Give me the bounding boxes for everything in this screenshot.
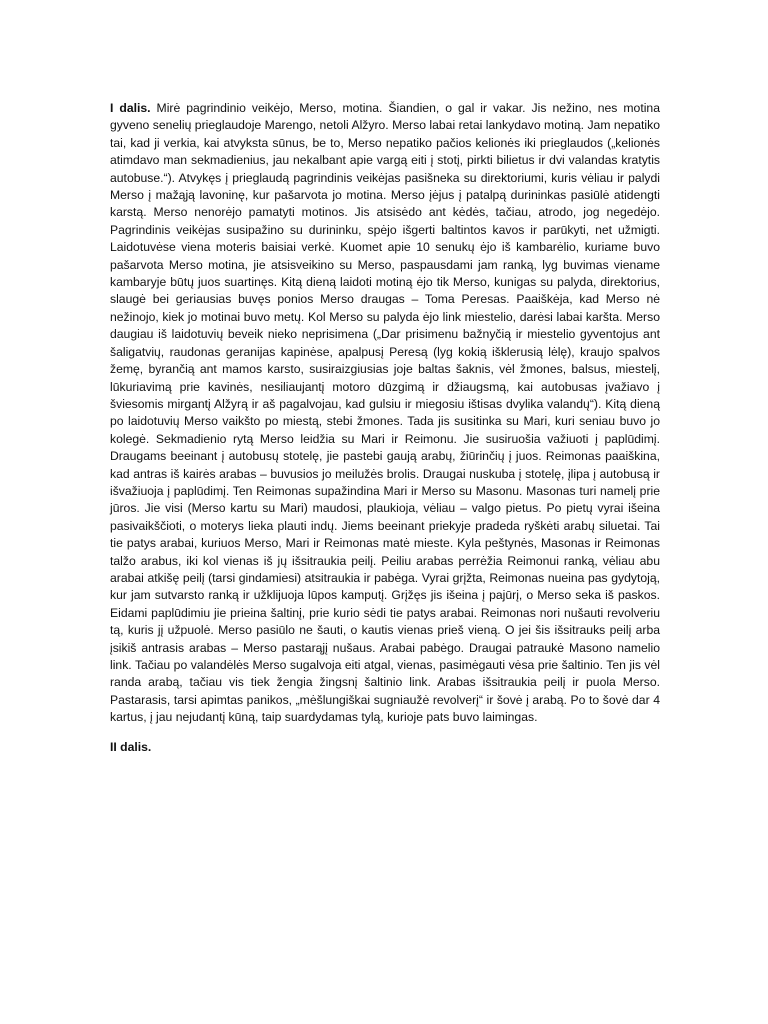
- part-1-heading: I dalis.: [110, 101, 157, 115]
- part-1-body: Mirė pagrindinio veikėjo, Merso, motina. Šiandien, o gal ir vakar. Jis nežino, nes motina gyveno senelių prieglaudoje Marengo, netoli Alžyro. Merso labai retai lankydavo motiną. Jam nepatiko tai, kad ji verkia, kai atvyksta sūnus, be to, Merso nepatiko pačios kelionės iki prieglaudos („kelionės atimdavo man sekmadienius, jau nekalbant apie vargą eiti į stotį, pirkti bilietus ir dvi valandas kratytis autobuse.“). Atvykęs į prieglaudą pagrindinis veikėjas pasišneka su direktoriumi, kuris vėliau ir palydi Merso į mažąją lavoninę, kur pašarvota jo motina. Merso įėjus į patalpą durininkas pasiūlė atidengti karstą. Merso nenorėjo pamatyti motinos. Jis atsisėdo ant kėdės, tačiau, atrodo, jog negedėjo. Pagrindinis veikėjas susipažino su durininku, spėjo išgerti baltintos kavos ir parūkyti, net užmigti. Laidotuvėse viena moteris baisiai verkė. Kuomet apie 10 senukų ėjo iš kambarėlio, kuriame buvo pašarvota Merso motina, jie atsisveikino su Merso, paspausdami jam ranką, lyg buvimas viename kambaryje būtų juos suartinęs. Kitą dieną laidoti motiną ėjo tik Merso, kunigas su palyda, direktorius, slaugė bei geriausias buvęs ponios Merso draugas – Toma Peresas. Paaiškėja, kad Merso nė nežinojo, kiek jo motinai buvo metų. Kol Merso su palyda ėjo link miestelio, darėsi labai karšta. Merso daugiau iš laidotuvių beveik nieko neprisimena („Dar prisimenu bažnyčią ir miestelio gyventojus ant šaligatvių, raudonas geranijas kapinėse, apalpusį Peresą (lyg kokią išklerusią lėlę), kraujo spalvos žemę, byrančią ant mamos karsto, susiraizgiusias joje baltas šaknis, vėl žmones, balsus, miestelį, lūkuriavimą prie kavinės, nesiliaujantį motoro dūzgimą ir džiaugsmą, kai autobusas įvažiavo į šviesomis mirgantį Alžyrą ir aš pagalvojau, kad gulsiu ir miegosiu ištisas dvylika valandų“). Kitą dieną po laidotuvių Merso vaikšto po miestą, stebi žmones. Tada jis susitinka su Mari, kuri seniau buvo jo kolegė. Sekmadienio rytą Merso leidžia su Mari ir Reimonu. Jie susiruošia važiuoti į paplūdimį. Draugams beeinant į autobusų stotelę, jie pastebi gaują arabų, žiūrinčių į juos. Reimonas paaiškina, kad antras iš kairės arabas – buvusios jo meilužės brolis. Draugai nuskuba į stotelę, įlipa į autobusą ir išvažiuoja į paplūdimį. Ten Reimonas supažindina Mari ir Merso su Masonu. Masonas turi namelį prie jūros. Jie visi (Merso kartu su Mari) maudosi, plaukioja, vėliau – valgo pietus. Po pietų vyrai išeina pasivaikščioti, o moterys lieka plauti indų. Jiems beeinant priekyje pradeda ryškėti arabų siluetai. Tai tie patys arabai, kuriuos Merso, Mari ir Reimonas matė mieste. Kyla peštynės, Masonas ir Reimonas talžo arabus, iki kol vienas iš jų išsitraukia peilį. Peiliu arabas perrėžia Reimonui ranką, vėliau abu arabai atkišę peilį (tarsi gindamiesi) atsitraukia ir pabėga. Vyrai grįžta, Reimonas nueina pas gydytoją, kur jam sutvarsto ranką ir užklijuoja lūpos kamputį. Grįžęs jis išeina į pajūrį, o Merso seka iš paskos. Eidami paplūdimiu jie prieina šaltinį, prie kurio sėdi tie patys arabai. Reimonas nori nušauti revolveriu tą, kuris jį užpuolė. Merso pasiūlo ne šauti, o kautis vienas prieš vieną. O jei šis išsitrauks peilį arba įsikiš antrasis arabas – Merso pastarąjį nušaus. Arabai pabėgo. Draugai patraukė Masono namelio link. Tačiau po valandėlės Merso sugalvoja eiti atgal, vienas, pasimėgauti vėsa prie šaltinio. Ten jis vėl randa arabą, tačiau vis tiek žengia žingsnį šaltinio link. Arabas išsitraukia peilį ir puola Merso. Pastarasis, tarsi apimtas panikos, „mėšlungiškai sugniaužė revolverį“ ir šovė į arabą. Po to šovė dar 4 kartus, į jau nejudantį kūną, taip suardydamas tylą, kurioje pats buvo laimingas.: [110, 101, 660, 725]
- part-1-paragraph: [110, 100, 660, 727]
- part-2-heading: II dalis.: [110, 739, 152, 754]
- document-page: [110, 100, 660, 768]
